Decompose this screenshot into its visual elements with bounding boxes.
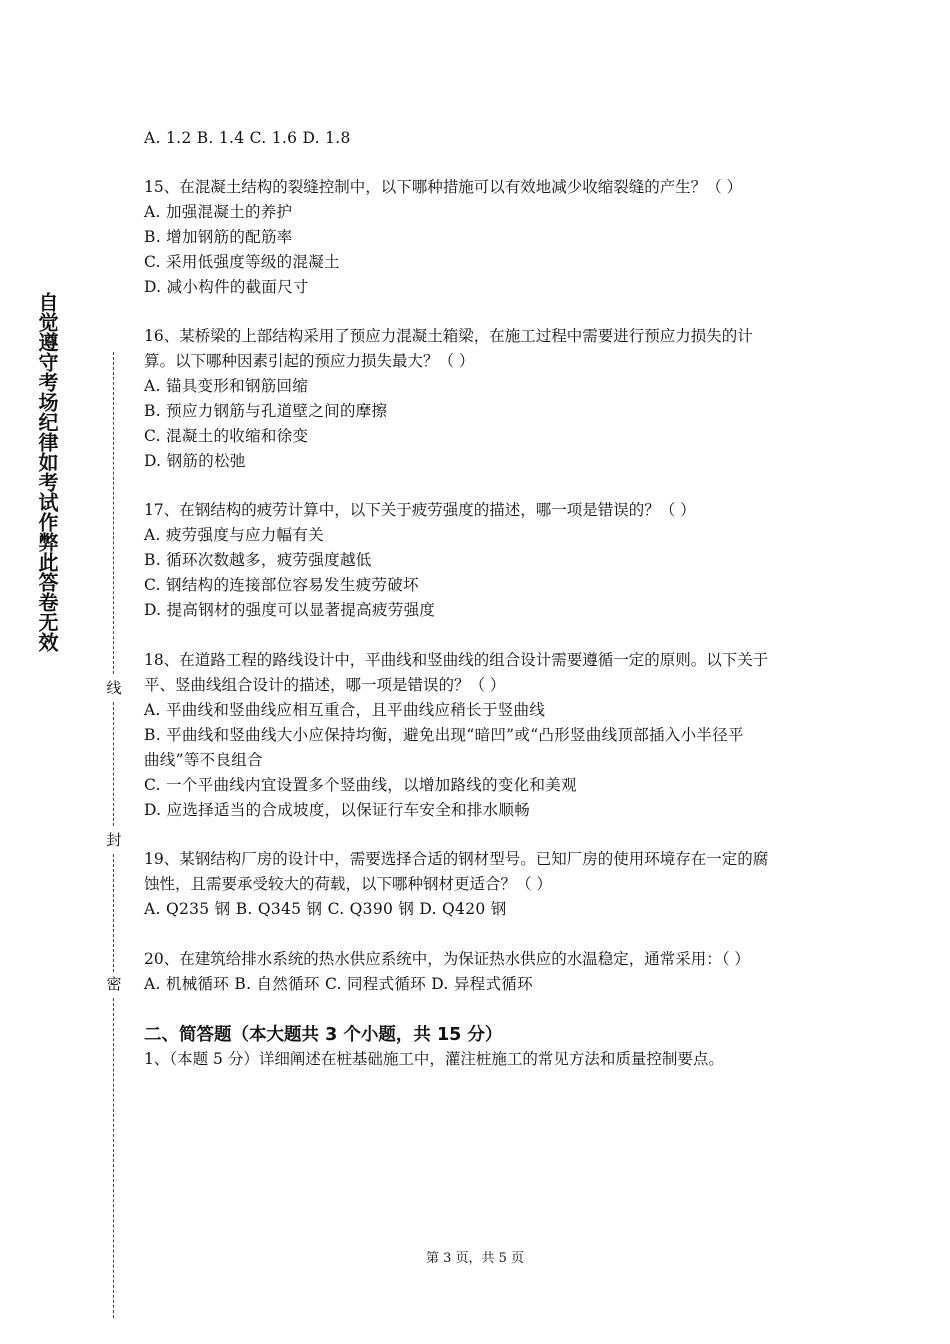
option-a: A. 加强混凝土的养护 [144, 203, 293, 221]
seal-label-seal: 封 [106, 831, 122, 849]
question-stem: 17、在钢结构的疲劳计算中，以下关于疲劳强度的描述，哪一项是错误的？（ ） [144, 501, 696, 519]
option-d: D. 减小构件的截面尺寸 [144, 278, 309, 296]
short-answer-question-1: 1、（本题 5 分）详细阐述在桩基础施工中，灌注桩施工的常见方法和质量控制要点。 [144, 1050, 724, 1068]
option-d: D. 应选择适当的合成坡度，以保证行车安全和排水顺畅 [144, 801, 531, 819]
question-stem: 15、在混凝土结构的裂缝控制中，以下哪种措施可以有效地减少收缩裂缝的产生？（ ） [144, 178, 743, 196]
seal-label-line: 线 [106, 679, 122, 697]
q14-options: A. 1.2 B. 1.4 C. 1.6 D. 1.8 [144, 129, 351, 147]
option-c: C. 一个平曲线内宜设置多个竖曲线，以增加路线的变化和美观 [144, 776, 577, 794]
option-b-continued: 曲线”等不良组合 [144, 751, 263, 769]
question-stem-line-1: 19、某钢结构厂房的设计中，需要选择合适的钢材型号。已知厂房的使用环境存在一定的腐 [144, 850, 769, 868]
seal-dashed-line [113, 998, 114, 1318]
seal-label-secret: 密 [106, 975, 122, 993]
option-b: B. 增加钢筋的配筋率 [144, 228, 293, 246]
page-number: 第 3 页，共 5 页 [425, 1251, 525, 1266]
question-stem-line-2: 蚀性，且需要承受较大的荷载，以下哪种钢材更适合？（ ） [144, 875, 552, 893]
option-d: D. 提高钢材的强度可以显著提高疲劳强度 [144, 601, 436, 619]
options: A. 机械循环 B. 自然循环 C. 同程式循环 D. 异程式循环 [144, 975, 533, 993]
option-d: D. 钢筋的松弛 [144, 452, 246, 470]
option-c: C. 采用低强度等级的混凝土 [144, 253, 340, 271]
seal-dashed-line [113, 352, 114, 674]
option-c: C. 混凝土的收缩和徐变 [144, 427, 309, 445]
section-title-short-answer: 二、简答题（本大题共 3 个小题，共 15 分） [144, 1025, 503, 1045]
option-a: A. 平曲线和竖曲线应相互重合，且平曲线应稍长于竖曲线 [144, 701, 546, 719]
question-stem-line-2: 算。以下哪种因素引起的预应力损失最大？（ ） [144, 352, 475, 370]
question-stem: 20、在建筑给排水系统的热水供应系统中，为保证热水供应的水温稳定，通常采用：（ ） [144, 950, 750, 968]
option-a: A. 疲劳强度与应力幅有关 [144, 526, 324, 544]
option-b: B. 循环次数越多，疲劳强度越低 [144, 551, 372, 569]
question-stem-line-2: 平、竖曲线组合设计的描述，哪一项是错误的？（ ） [144, 676, 506, 694]
option-c: C. 钢结构的连接部位容易发生疲劳破坏 [144, 576, 419, 594]
option-b: B. 预应力钢筋与孔道壁之间的摩擦 [144, 402, 388, 420]
exam-discipline-notice: 自觉遵守考场纪律如考试作弊此答卷无效 [35, 292, 59, 652]
options: A. Q235 钢 B. Q345 钢 C. Q390 钢 D. Q420 钢 [144, 900, 507, 918]
option-b: B. 平曲线和竖曲线大小应保持均衡，避免出现“暗凹”或“凸形竖曲线顶部插入小半径平 [144, 726, 744, 744]
question-stem-line-1: 16、某桥梁的上部结构采用了预应力混凝土箱梁，在施工过程中需要进行预应力损失的计 [144, 327, 753, 345]
question-stem-line-1: 18、在道路工程的路线设计中，平曲线和竖曲线的组合设计需要遵循一定的原则。以下关于 [144, 651, 769, 669]
seal-dashed-line [113, 702, 114, 826]
option-a: A. 锚具变形和钢筋回缩 [144, 377, 309, 395]
seal-dashed-line [113, 854, 114, 972]
